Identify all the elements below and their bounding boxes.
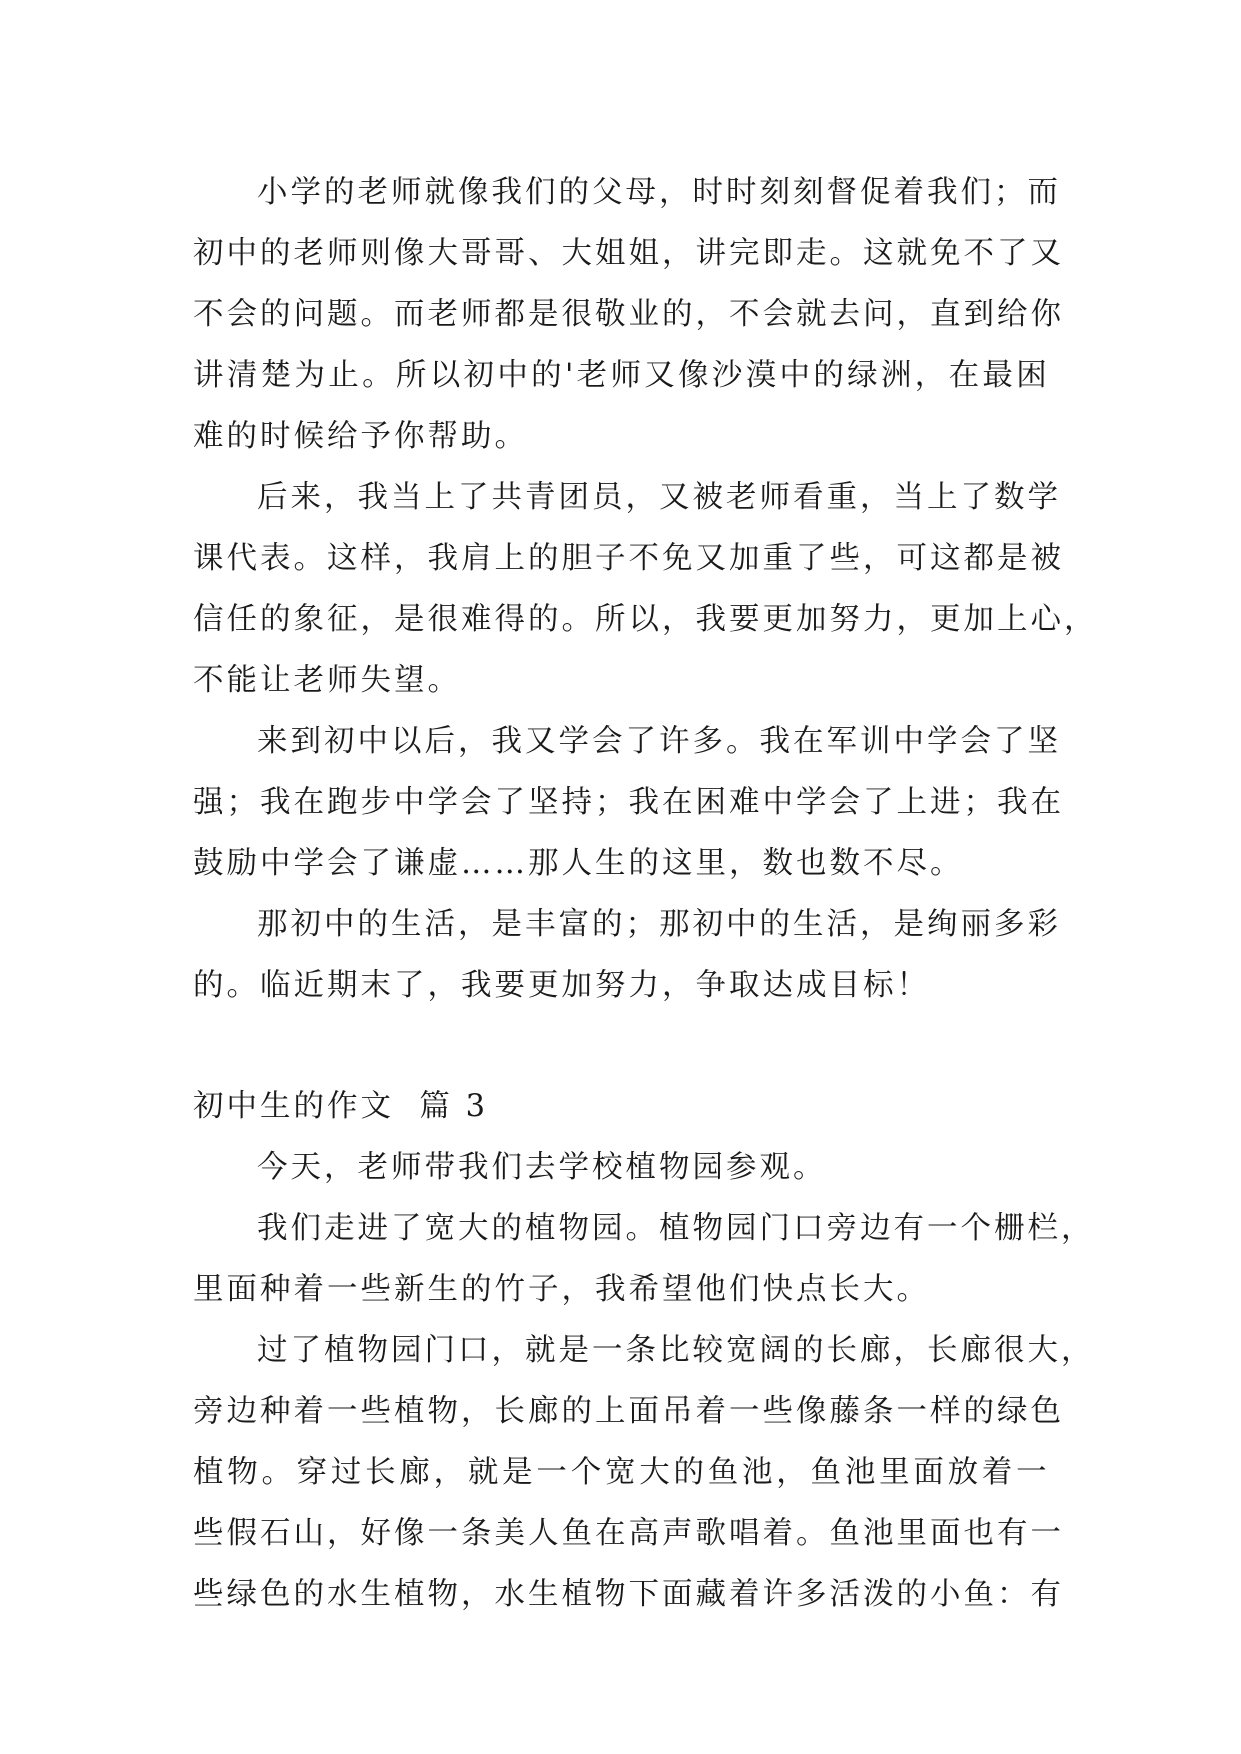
- text-line: 过 了 植 物 园 门 口 ， 就 是 一 条 比 较 宽 阔 的 长 廊 ， 长 廊 很 大 ，: [257, 1333, 1095, 1368]
- text-line: 强 ； 我 在 跑 步 中 学 会 了 坚 持 ； 我 在 困 难 中 学 会 了 上 进 ； 我 在: [193, 785, 1064, 820]
- text-line: 鼓励中学会了谦虚……那人生的这里，数也数不尽。: [193, 846, 964, 881]
- text-line: 后 来 ， 我 当 上 了 共 青 团 员 ， 又 被 老 师 看 重 ， 当 上 了 数 学: [257, 480, 1061, 515]
- paragraph: [193, 1198, 1095, 1320]
- text-line: 初 中 的 老 师 则 像 大 哥 哥 、 大 姐 姐 ， 讲 完 即 走 。 这 就 免 不 了 又: [193, 236, 1064, 271]
- section-heading: 初中生的作文 篇 3: [193, 1089, 488, 1124]
- paragraph: [193, 162, 1064, 467]
- text-line: 里面种着一些新生的竹子，我希望他们快点长大。: [193, 1272, 930, 1307]
- text-line: 课 代 表 。 这 样 ， 我 肩 上 的 胆 子 不 免 又 加 重 了 些 ， 可 这 都 是 被: [193, 541, 1064, 576]
- text-line: 今天，老师带我们去学校植物园参观。: [257, 1150, 827, 1185]
- text-line: 植 物 。 穿 过 长 廊 ， 就 是 一 个 宽 大 的 鱼 池 ， 鱼 池 里 面 放 着 一: [193, 1455, 1050, 1490]
- text-line: 旁 边 种 着 一 些 植 物 ， 长 廊 的 上 面 吊 着 一 些 像 藤 条 一 样 的 绿 色: [193, 1394, 1064, 1429]
- paragraph: [193, 1137, 1050, 1198]
- text-line: 不 会 的 问 题 。 而 老 师 都 是 很 敬 业 的 ， 不 会 就 去 问 ， 直 到 给 你: [193, 297, 1064, 332]
- document-body: [193, 162, 1098, 1625]
- paragraph: [193, 894, 1061, 1016]
- text-line: 信 任 的 象 征 ， 是 很 难 得 的 。 所 以 ， 我 要 更 加 努 力 ， 更 加 上 心 ，: [193, 602, 1098, 637]
- text-line: 讲 清 楚 为 止 。 所 以 初 中 的 ' 老 师 又 像 沙 漠 中 的 绿 洲 ， 在 最 困: [193, 358, 1050, 393]
- text-line: 的。临近期末了，我要更加努力，争取达成目标！: [193, 968, 930, 1003]
- paragraph: [193, 711, 1064, 894]
- text-line: 些 假 石 山 ， 好 像 一 条 美 人 鱼 在 高 声 歌 唱 着 。 鱼 池 里 面 也 有 一: [193, 1516, 1064, 1551]
- text-line: 来 到 初 中 以 后 ， 我 又 学 会 了 许 多 。 我 在 军 训 中 学 会 了 坚: [257, 724, 1061, 759]
- text-line: 小 学 的 老 师 就 像 我 们 的 父 母 ， 时 时 刻 刻 督 促 着 我 们 ； 而: [257, 175, 1061, 210]
- text-line: 不能让老师失望。: [193, 663, 461, 698]
- text-line: 那 初 中 的 生 活 ， 是 丰 富 的 ； 那 初 中 的 生 活 ， 是 绚 丽 多 彩: [257, 907, 1061, 942]
- paragraph: [193, 467, 1098, 711]
- text-line: 难的时候给予你帮助。: [193, 419, 528, 454]
- section-spacer: [193, 1016, 1050, 1076]
- paragraph: [193, 1320, 1095, 1625]
- text-line: 我 们 走 进 了 宽 大 的 植 物 园 。 植 物 园 门 口 旁 边 有 一 个 栅 栏 ，: [257, 1211, 1095, 1246]
- text-line: 些 绿 色 的 水 生 植 物 ， 水 生 植 物 下 面 藏 着 许 多 活 泼 的 小 鱼 ： 有: [193, 1577, 1064, 1612]
